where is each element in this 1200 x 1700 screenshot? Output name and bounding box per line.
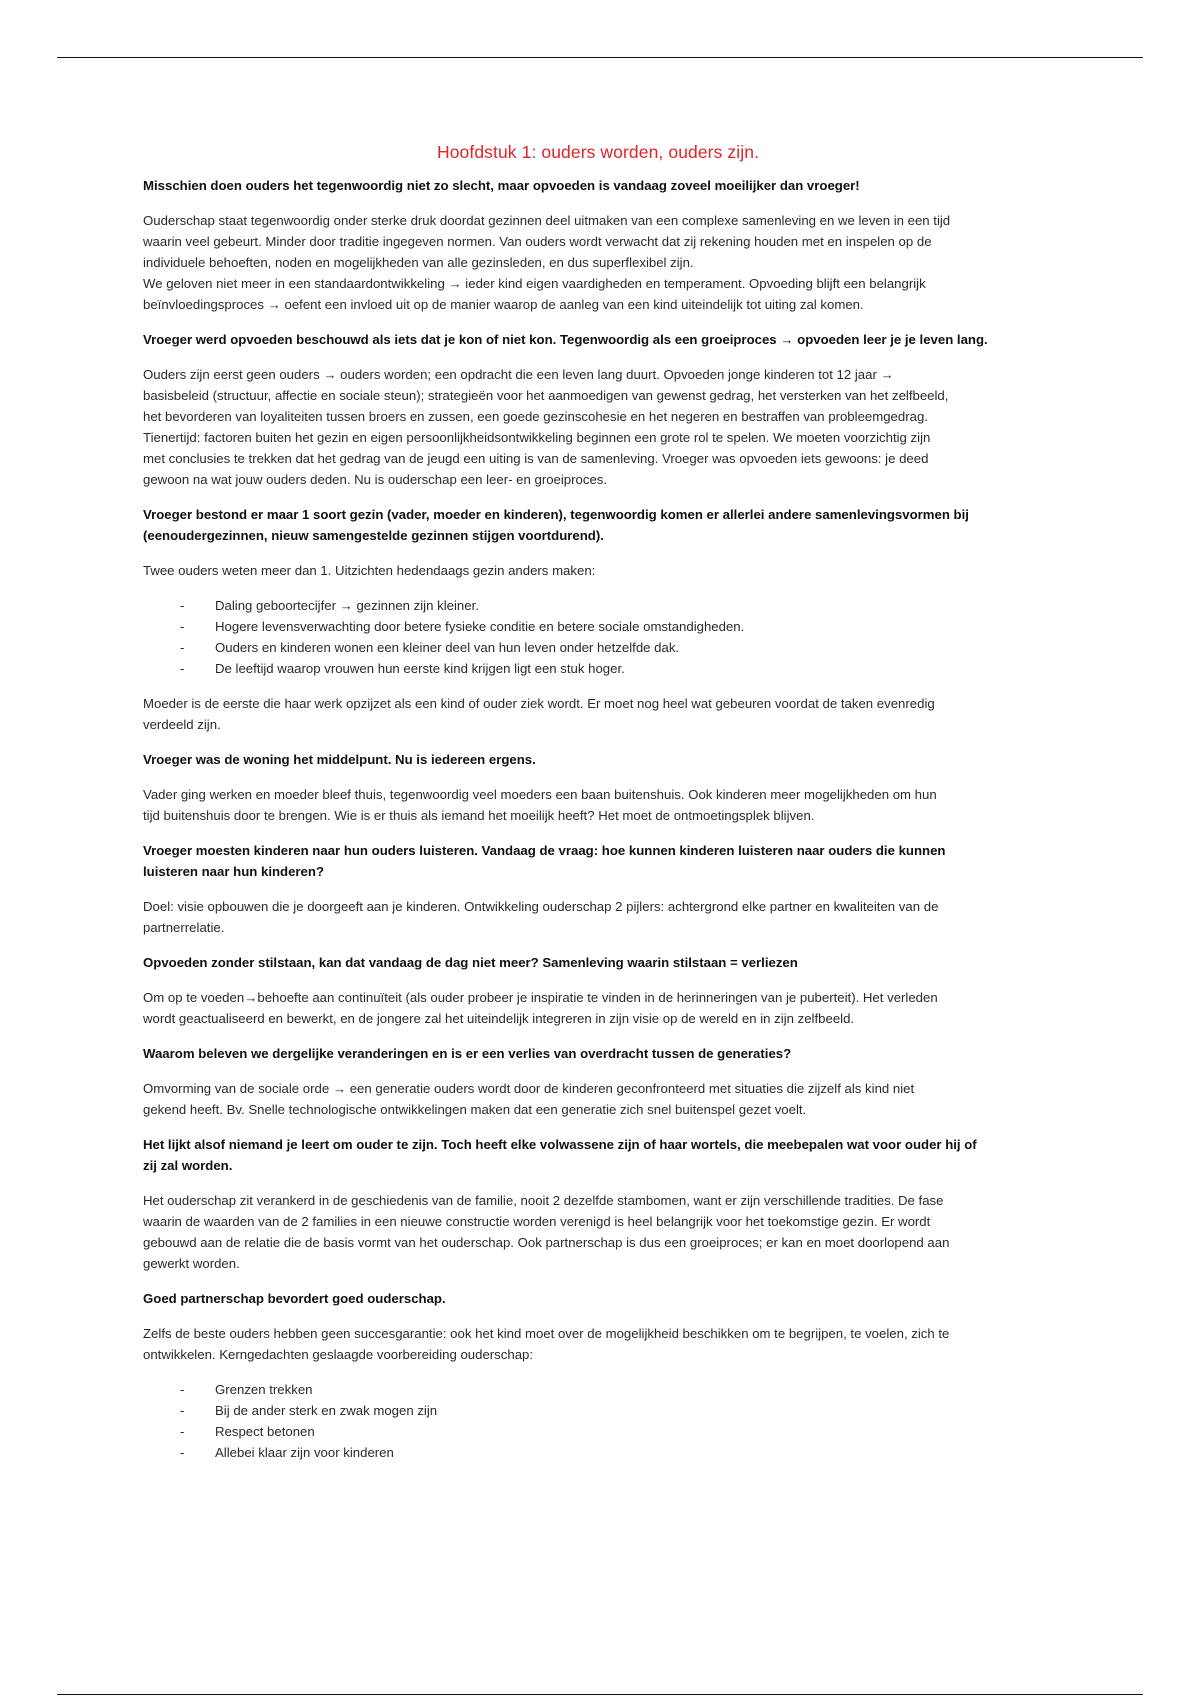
list-item: [143, 1421, 1053, 1442]
section-question: Waarom beleven we dergelijke veranderingen en is er een verlies van overdracht tussen de generaties?: [143, 1046, 792, 1061]
text-line: basisbeleid (structuur, affectie en sociale steun); strategieën voor het aanmoedigen van gewenst gedrag, het versterken van het zelfbeeld,: [143, 388, 949, 403]
list-dash-marker: -: [180, 1403, 185, 1418]
text-line: gewoon na wat jouw ouders deden. Nu is ouderschap een leer- en groeiproces.: [143, 472, 608, 487]
bullet-list: [143, 1379, 1053, 1463]
text-line: Vroeger moesten kinderen naar hun ouders luisteren. Vandaag de vraag: hoe kunnen kinderen luisteren naar ouders die kunnen: [143, 843, 946, 858]
list-dash-marker: -: [180, 1445, 185, 1460]
list-item: [143, 1442, 1053, 1463]
list-item: [143, 1400, 1053, 1421]
text-line: Ouders zijn eerst geen ouders → ouders worden; een opdracht die een leven lang duurt. Opvoeden jonge kinderen tot 12 jaar →: [143, 367, 894, 382]
text-line: het bevorderen van loyaliteiten tussen broers en zussen, een goede gezinscohesie en het negeren en bestraffen van probleemgedrag.: [143, 409, 928, 424]
paragraph: [143, 896, 1053, 938]
text-line: Vader ging werken en moeder bleef thuis, tegenwoordig veel moeders een baan buitenshuis. Ook kinderen meer mogelijkheden om hun: [143, 787, 937, 802]
text-line: zij zal worden.: [143, 1158, 233, 1173]
section-question: Opvoeden zonder stilstaan, kan dat vandaag de dag niet meer? Samenleving waarin stilstaan = verliezen: [143, 955, 798, 970]
text-line: Ouderschap staat tegenwoordig onder sterke druk doordat gezinnen deel uitmaken van een complexe samenleving en we leven in een tijd: [143, 213, 951, 228]
section-question: [143, 840, 1053, 882]
text-line: Doel: visie opbouwen die je doorgeeft aan je kinderen. Ontwikkeling ouderschap 2 pijlers: achtergrond elke partner en kwaliteiten van de: [143, 899, 939, 914]
header-rule: [57, 57, 1143, 58]
text-line: We geloven niet meer in een standaardontwikkeling → ieder kind eigen vaardigheden en temperament. Opvoeding blijft een belangrijk: [143, 276, 926, 291]
text-line: ontwikkelen. Kerngedachten geslaagde voorbereiding ouderschap:: [143, 1347, 534, 1362]
text-line: gewerkt worden.: [143, 1256, 240, 1271]
section-question: [143, 1134, 1053, 1176]
list-dash-marker: -: [180, 661, 185, 676]
text-line: met conclusies te trekken dat het gedrag van de jeugd een uiting is van de samenleving. Vroeger was opvoeden iets gewoons: je deed: [143, 451, 929, 466]
section-question: Goed partnerschap bevordert goed ouderschap.: [143, 1291, 446, 1306]
paragraph: [143, 693, 1053, 735]
text-line: Het ouderschap zit verankerd in de geschiedenis van de familie, nooit 2 dezelfde stambomen, want er zijn verschillende tradities. De fase: [143, 1193, 944, 1208]
bullet-list: [143, 595, 1053, 679]
list-item-text: Allebei klaar zijn voor kinderen: [215, 1445, 394, 1460]
paragraph: [143, 364, 1053, 490]
text-line: waarin de waarden van de 2 families in een nieuwe constructie worden verenigd is heel belangrijk voor het toekomstige gezin. Er wordt: [143, 1214, 931, 1229]
paragraph: [143, 1323, 1053, 1365]
text-line: Om op te voeden→behoefte aan continuïteit (als ouder probeer je inspiratie te vinden in de herinneringen van je puberteit). Het verleden: [143, 990, 938, 1005]
list-item: [143, 616, 1053, 637]
text-line: Omvorming van de sociale orde → een generatie ouders wordt door de kinderen geconfronteerd met situaties die zijzelf als kind niet: [143, 1081, 915, 1096]
text-line: Moeder is de eerste die haar werk opzijzet als een kind of ouder ziek wordt. Er moet nog heel wat gebeuren voordat de taken evenredig: [143, 696, 935, 711]
text-line: partnerrelatie.: [143, 920, 225, 935]
list-item: [143, 595, 1053, 616]
footer-rule: [57, 1694, 1143, 1695]
paragraph: [143, 210, 1053, 315]
text-line: (eenoudergezinnen, nieuw samengestelde gezinnen stijgen voortdurend).: [143, 528, 604, 543]
text-line: Vroeger bestond er maar 1 soort gezin (vader, moeder en kinderen), tegenwoordig komen er allerlei andere samenlevingsvormen bij: [143, 507, 969, 522]
text-line: Het lijkt alsof niemand je leert om ouder te zijn. Toch heeft elke volwassene zijn of haar wortels, die meebepalen wat voor ouder hij of: [143, 1137, 977, 1152]
list-item-text: Respect betonen: [215, 1424, 315, 1439]
list-item: [143, 1379, 1053, 1400]
paragraph: [143, 784, 1053, 826]
list-dash-marker: -: [180, 598, 185, 613]
section-question: Misschien doen ouders het tegenwoordig niet zo slecht, maar opvoeden is vandaag zoveel moeilijker dan vroeger!: [143, 178, 860, 193]
text-line: wordt geactualiseerd en bewerkt, en de jongere zal het uiteindelijk integreren in zijn visie op de wereld en in zijn zelfbeeld.: [143, 1011, 855, 1026]
list-item-text: Bij de ander sterk en zwak mogen zijn: [215, 1403, 438, 1418]
text-line: waarin veel gebeurt. Minder door traditie ingegeven normen. Van ouders wordt verwacht dat zij rekening houden met en inspelen op de: [143, 234, 932, 249]
list-dash-marker: -: [180, 1424, 185, 1439]
text-line: gebouwd aan de relatie die de basis vormt van het ouderschap. Ook partnerschap is dus een groeiproces; er kan en moet doorlopend aan: [143, 1235, 950, 1250]
text-line: luisteren naar hun kinderen?: [143, 864, 324, 879]
text-line: gekend heeft. Bv. Snelle technologische ontwikkelingen maken dat een generatie zich snel buitenspel gezet voelt.: [143, 1102, 807, 1117]
text-line: individuele behoeften, noden en mogelijkheden van alle gezinsleden, en dus superflexibel zijn.: [143, 255, 694, 270]
text-line: verdeeld zijn.: [143, 717, 221, 732]
list-item-text: De leeftijd waarop vrouwen hun eerste kind krijgen ligt een stuk hoger.: [215, 661, 625, 676]
list-item-text: Hogere levensverwachting door betere fysieke conditie en betere sociale omstandigheden.: [215, 619, 745, 634]
list-item: [143, 658, 1053, 679]
list-dash-marker: -: [180, 1382, 185, 1397]
text-line: Tienertijd: factoren buiten het gezin en eigen persoonlijkheidsontwikkeling beginnen een grote rol te spelen. We moeten voorzichtig zijn: [143, 430, 931, 445]
paragraph: [143, 1078, 1053, 1120]
page-title: Hoofdstuk 1: ouders worden, ouders zijn.: [436, 142, 760, 162]
list-item-text: Grenzen trekken: [215, 1382, 313, 1397]
list-item: [143, 637, 1053, 658]
section-question: Vroeger werd opvoeden beschouwd als iets dat je kon of niet kon. Tegenwoordig als een groeiproces → opvoeden leer je je leven lang.: [143, 332, 988, 347]
list-item-text: Ouders en kinderen wonen een kleiner deel van hun leven onder hetzelfde dak.: [215, 640, 680, 655]
section-question: Vroeger was de woning het middelpunt. Nu is iedereen ergens.: [143, 752, 536, 767]
list-dash-marker: -: [180, 640, 185, 655]
list-dash-marker: -: [180, 619, 185, 634]
paragraph: [143, 987, 1053, 1029]
document-body: [143, 140, 1053, 1477]
paragraph: Twee ouders weten meer dan 1. Uitzichten hedendaags gezin anders maken:: [143, 563, 596, 578]
text-line: beïnvloedingsproces → oefent een invloed uit op de manier waarop de aanleg van een kind uiteindelijk tot uiting zal komen.: [143, 297, 864, 312]
text-line: Zelfs de beste ouders hebben geen succesgarantie: ook het kind moet over de mogelijkheid beschikken om te begrijpen, te voelen, zich te: [143, 1326, 950, 1341]
section-question: [143, 504, 1053, 546]
paragraph: [143, 1190, 1053, 1274]
text-line: tijd buitenshuis door te brengen. Wie is er thuis als iemand het moeilijk heeft? Het moet de ontmoetingsplek blijven.: [143, 808, 815, 823]
list-item-text: Daling geboortecijfer → gezinnen zijn kleiner.: [215, 598, 479, 613]
